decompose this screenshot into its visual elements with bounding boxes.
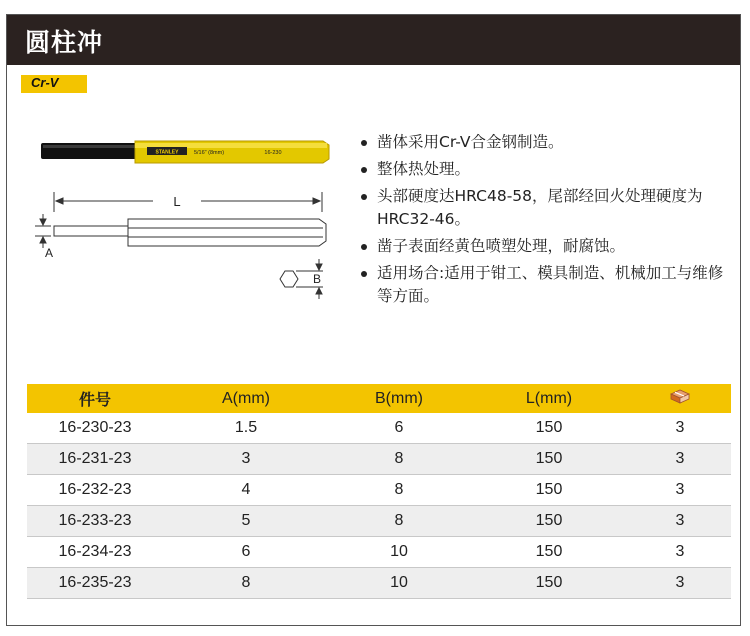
barrel-size-text: 5/16" (8mm) — [193, 150, 225, 156]
cell-l: 150 — [469, 413, 629, 444]
cell-package-qty: 3 — [629, 444, 731, 475]
feature-list — [359, 131, 731, 312]
column-header-package — [629, 384, 731, 413]
feature-text: 凿子表面经黄色喷塑处理，耐腐蚀。 — [377, 237, 626, 255]
feature-text: 凿体采用Cr-V合金钢制造。 — [377, 133, 564, 151]
cell-b: 8 — [329, 475, 469, 506]
cell-b: 10 — [329, 568, 469, 599]
bullet-icon — [361, 140, 367, 146]
feature-item — [359, 262, 731, 308]
feature-item — [359, 235, 731, 258]
cell-part-no: 16-230-23 — [27, 413, 163, 444]
cell-l: 150 — [469, 475, 629, 506]
cell-b: 10 — [329, 537, 469, 568]
feature-item — [359, 131, 731, 154]
package-box-icon — [669, 388, 691, 404]
cell-a: 4 — [163, 475, 329, 506]
table-header-row — [27, 384, 731, 413]
feature-text: 头部硬度达HRC48-58，尾部经回火处理硬度为HRC32-46。 — [377, 187, 703, 228]
table-row — [27, 506, 731, 537]
cell-package-qty: 3 — [629, 506, 731, 537]
punch-photo — [41, 141, 329, 163]
column-header-a: A(mm) — [163, 384, 329, 413]
cell-a: 8 — [163, 568, 329, 599]
table-row — [27, 537, 731, 568]
page-title: 圆柱冲 — [25, 28, 104, 57]
cell-l: 150 — [469, 444, 629, 475]
table-row — [27, 475, 731, 506]
spec-table — [27, 384, 731, 599]
cell-b: 8 — [329, 506, 469, 537]
cell-b: 6 — [329, 413, 469, 444]
material-badge-label: Cr-V — [31, 75, 59, 90]
dimension-A-label: A — [44, 246, 54, 260]
cell-package-qty: 3 — [629, 413, 731, 444]
bullet-icon — [361, 167, 367, 173]
cell-package-qty: 3 — [629, 537, 731, 568]
bullet-icon — [361, 271, 367, 277]
cell-part-no: 16-235-23 — [27, 568, 163, 599]
cell-l: 150 — [469, 537, 629, 568]
dimension-A — [35, 214, 51, 248]
cell-part-no: 16-232-23 — [27, 475, 163, 506]
dimension-L — [54, 192, 322, 212]
bullet-icon — [361, 244, 367, 250]
column-header-l: L(mm) — [469, 384, 629, 413]
cell-a: 6 — [163, 537, 329, 568]
feature-text: 适用场合:适用于钳工、模具制造、机械加工与维修等方面。 — [377, 264, 724, 305]
feature-text: 整体热处理。 — [377, 160, 471, 178]
punch-drawing — [54, 219, 326, 246]
cell-a: 5 — [163, 506, 329, 537]
cell-part-no: 16-233-23 — [27, 506, 163, 537]
product-card — [6, 14, 741, 626]
column-header-b: B(mm) — [329, 384, 469, 413]
feature-item — [359, 185, 731, 231]
cell-b: 8 — [329, 444, 469, 475]
cell-l: 150 — [469, 568, 629, 599]
header-bar — [7, 15, 740, 65]
material-badge — [21, 75, 87, 93]
feature-item — [359, 158, 731, 181]
cell-a: 1.5 — [163, 413, 329, 444]
cell-package-qty: 3 — [629, 475, 731, 506]
cell-part-no: 16-231-23 — [27, 444, 163, 475]
barrel-brand-text: STANLEY — [155, 149, 179, 156]
cell-a: 3 — [163, 444, 329, 475]
dimension-B-label: B — [312, 272, 322, 286]
table-row — [27, 568, 731, 599]
table-row — [27, 444, 731, 475]
dimension-L-label: L — [173, 194, 181, 209]
bullet-icon — [361, 194, 367, 200]
table-row — [27, 413, 731, 444]
barrel-code-text: 16-230 — [264, 150, 282, 156]
cell-l: 150 — [469, 506, 629, 537]
cell-part-no: 16-234-23 — [27, 537, 163, 568]
cell-package-qty: 3 — [629, 568, 731, 599]
tool-illustration — [23, 119, 333, 319]
column-header-part-no: 件号 — [27, 384, 163, 413]
